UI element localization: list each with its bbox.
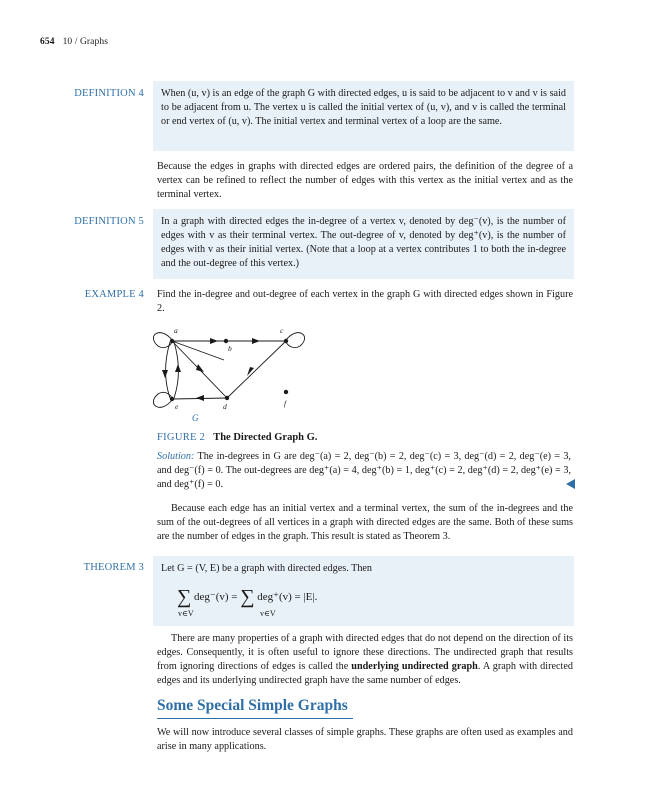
page-header [40,37,108,47]
example-4-text: Find the in-degree and out-degree of each vertex in the graph G with directed edges shown in Figure 2. [157,289,573,314]
vertex-label-d: d [223,402,227,411]
theorem-3-formula [177,586,318,618]
vertex-d [225,396,229,400]
underlying-graph-term: underlying undirected graph [351,661,478,672]
vertex-label-f: f [284,399,287,408]
edge-c-d [227,341,286,398]
underlying-text-1: There are many properties of a graph with directed edges that do not depend on the direction of its edges. Consequently, it is often useful to ignore these directions. The undirected graph that results from ignoring directions of edges is called the [157,633,573,672]
vertex-label-c: c [280,326,284,335]
figure-number: FIGURE 2 [157,432,206,443]
formula-left: deg⁻(v) = [194,591,238,603]
vertex-a [170,339,174,343]
vertex-e [170,397,174,401]
definition-5-label: DEFINITION 5 [74,216,144,227]
sum-symbol-left: ∑ [177,586,192,608]
sum-of-degrees-paragraph [157,502,573,544]
theorem-3-label: THEOREM 3 [83,562,144,573]
vertex-label-b: b [228,344,232,353]
graph-label: G [192,413,199,423]
sum-symbol-right: ∑ [240,586,255,608]
special-graphs-intro: We will now introduce several classes of simple graphs. These graphs are often used as examples and arise in many applications. [157,727,573,752]
loop-c [286,333,305,348]
edge-a-b [172,341,224,360]
page-number: 654 [40,37,55,47]
underlying-text-2: . A graph with directed edges and its underlying undirected graph have the same number of edges. [157,661,573,686]
solution-label: Solution: [157,451,195,462]
vertex-c [284,339,288,343]
definition-4-box: When (u, v) is an edge of the graph G with directed edges, u is said to be adjacent to v and v is said to be adjacent from u. The vertex u is called the initial vertex of (u, v), and v is called the terminal or end vertex of (u, v). The initial vertex and terminal vertex of a loop are the same. [153,81,574,151]
figure-caption [157,432,317,443]
formula-right: deg⁺(v) = |E|. [257,591,318,603]
solution-paragraph [157,450,571,492]
definition-5-box: In a graph with directed edges the in-degree of a vertex v, denoted by deg⁻(v), is the number of edges with v as their terminal vertex. The out-degree of v, denoted by deg⁺(v), is the number of edges with v as their initial vertex. (Note that a loop at a vertex contributes 1 to both the in-degree and the out-degree of this vertex.) [153,209,574,279]
example-4-label: EXAMPLE 4 [84,289,144,300]
underlying-graph-paragraph [157,632,573,688]
section-title: Some Special Simple Graphs [157,697,353,719]
theorem-3-text: Let G = (V, E) be a graph with directed edges. Then [161,563,373,574]
running-head: 10 / Graphs [62,37,108,47]
figure-title: The Directed Graph G. [213,432,318,443]
definition-4-label: DEFINITION 4 [74,88,144,99]
vertex-f [284,390,288,394]
vertex-label-a: a [174,326,178,335]
directed-graph-figure [140,322,320,426]
sum-of-degrees-text: Because each edge has an initial vertex and a terminal vertex, the sum of the in-degrees and the sum of the out-degrees of all vertices in a graph with directed edges are the same. Both of these sums are the number of edges in the graph. This result is stated as Theorem 3. [157,503,573,542]
sum-subscript-left: v∈V [178,609,194,618]
degree-intro-paragraph: Because the edges in graphs with directed edges are ordered pairs, the definition of the degree of a vertex can be refined to reflect the number of edges with this vertex as the initial vertex and as the terminal vertex. [157,161,573,200]
end-of-example-marker [566,479,575,489]
vertex-label-e: e [175,402,179,411]
solution-text: The in-degrees in G are deg⁻(a) = 2, deg⁻(b) = 2, deg⁻(c) = 3, deg⁻(d) = 2, deg⁻(e) = 3, and deg⁻(f) = 0. The out-degrees are deg⁺(a) = 4, deg⁺(b) = 1, deg⁺(c) = 2, deg⁺(d) = 2, deg⁺(e) = 3, and deg⁺(f) = 0. [157,451,571,490]
sum-subscript-right: v∈V [260,609,276,618]
vertex-b [224,339,228,343]
